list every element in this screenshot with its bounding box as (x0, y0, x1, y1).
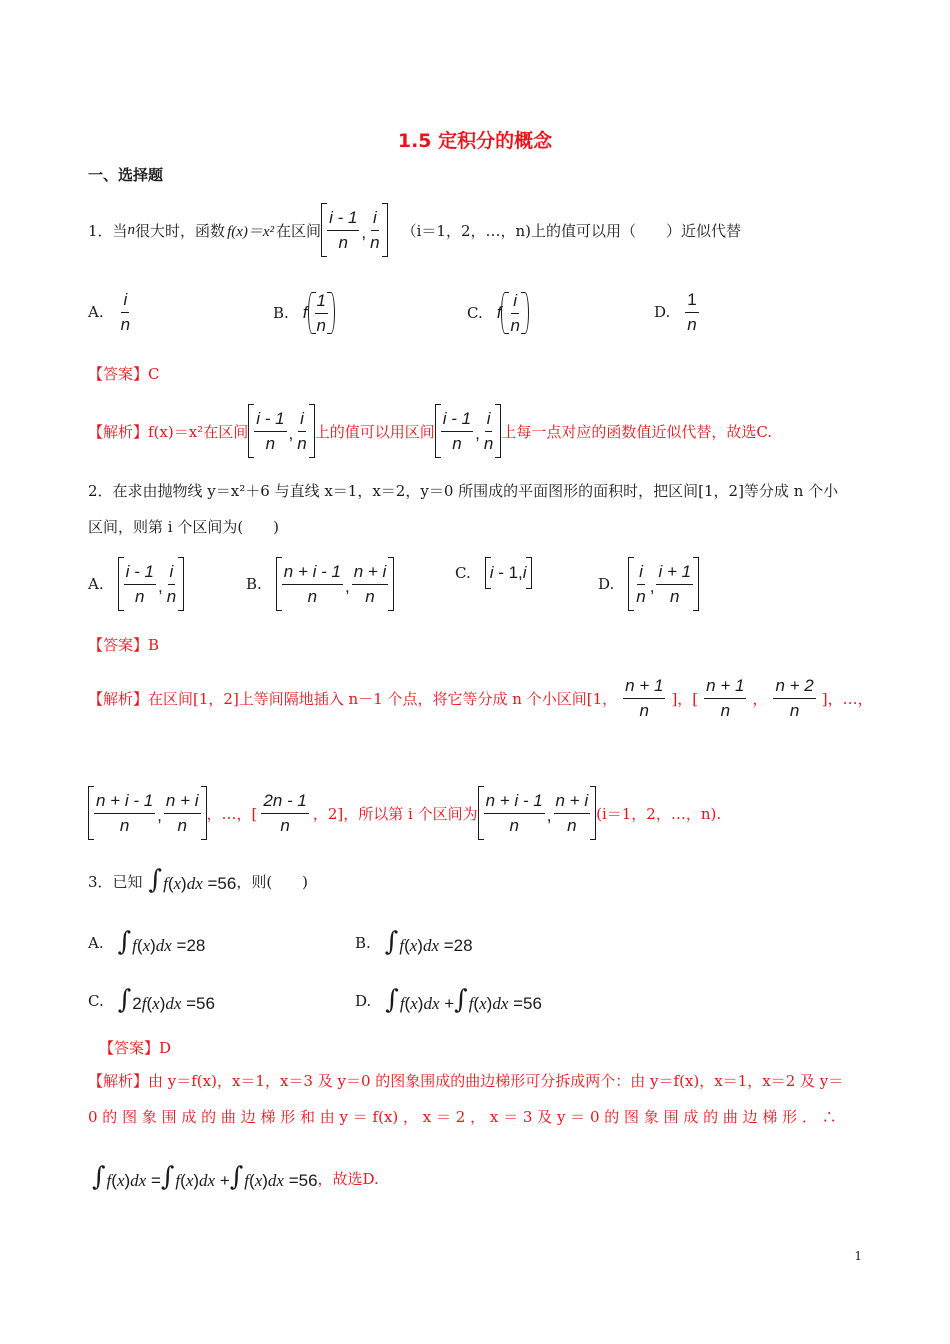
q2-option-a: A. $\frac{i - 1}{n}$ , $\frac{i}{n}$ (88, 557, 184, 611)
q3-analysis-line2: 0 的 图 象 围 成 的 曲 边 梯 形 和 由 y ＝ f(x) ， x ＝ 2 ， x ＝ 3 及 y ＝ 0 的 图 象 围 成 的 曲 边 梯 形 ． ∴ (88, 1108, 837, 1126)
page-number: 1 (854, 1249, 862, 1263)
q3-option-d: D. ∫f(x)dx +∫f(x)dx =56 (355, 985, 542, 1015)
page-title: 1.5 定积分的概念 (397, 130, 553, 152)
q1-interval: $\frac{i - 1}{n}$ , $\frac{i}{n}$ (321, 203, 388, 257)
q1-function: f(x)＝x² (227, 223, 275, 240)
q2-option-d: D. $\frac{i}{n}$ , $\frac{i + 1}{n}$ (598, 557, 699, 611)
q2-option-c: C. i - 1, i (455, 557, 532, 589)
q1-text-d: （i＝1，2，…，n)上的值可以用（ ）近似代替 (401, 221, 742, 240)
q3-option-a: A. ∫f(x)dx =28 (88, 927, 206, 957)
q1-option-d: D. $\frac{1}{n}$ (654, 290, 697, 334)
q1-option-b: B. f $\frac{1}{n}$ (273, 290, 335, 336)
q1-analysis: 【解析】f(x)＝x²在区间 $\frac{i - 1}{n}$ , $\frac{i}{n}$ 上的值可以用区间 $\frac{i - 1}{n}$ , $\frac{i}{n}$ 上每一点对应的函数值近似代替，故选C. (88, 404, 772, 458)
q1-text-n: n (127, 221, 136, 238)
q3-answer: 【答案】D (99, 1039, 172, 1057)
q2-stem-line1: 2．在求由抛物线 y＝x²＋6 与直线 x＝1，x＝2，y＝0 所围成的平面图形的面积时，把区间[1，2]等分成 n 个小 (88, 482, 839, 500)
question-1-stem (88, 203, 741, 257)
section-heading: 一、选择题 (88, 166, 164, 184)
q1-answer: 【答案】C (88, 365, 160, 383)
q2-analysis-line1: 【解析】在区间[1，2]上等间隔地插入 n－1 个点，将它等分成 n 个小区间[1， $\frac{n + 1}{n}$ ]，[ $\frac{n + 1}{n}$ ， $\frac{n + 2}{n}$ ]，…， (88, 676, 873, 720)
q3-analysis-line1: 【解析】由 y＝f(x)，x＝1，x＝3 及 y＝0 的图象围成的曲边梯形可分拆成两个：由 y＝f(x)，x＝1，x＝2 及 y＝ (88, 1072, 844, 1090)
q2-option-b: B. $\frac{n + i - 1}{n}$ , $\frac{n + i}{n}$ (246, 557, 394, 611)
q1-option-c: C. f $\frac{i}{n}$ (467, 290, 529, 336)
q1-text-c: 在区间 (276, 221, 322, 240)
q3-option-c: C. ∫2f(x)dx =56 (88, 985, 215, 1015)
q1-text-b: 很大时，函数 (135, 221, 226, 240)
q1-option-a: A. $\frac{i}{n}$ (88, 290, 131, 334)
q3-option-b: B. ∫f(x)dx =28 (355, 927, 473, 957)
q2-stem-line2: 区间，则第 i 个区间为( ) (88, 518, 280, 536)
q1-text-a: 1．当 (88, 221, 128, 240)
q3-stem: 3．已知 ∫f(x)dx =56 ，则( ) (88, 865, 309, 895)
q2-answer: 【答案】B (88, 636, 160, 654)
q2-analysis-line2: $\frac{n + i - 1}{n}$ , $\frac{n + i}{n}$ ，…，[ $\frac{2n - 1}{n}$ ，2]，所以第 i 个区间为 $\frac{n + i - 1}{n}$ , $\frac{n + i}{n}$ (i＝1，2，…，n). (88, 786, 721, 840)
q3-analysis-equation: ∫f(x)dx =∫f(x)dx +∫f(x)dx =56 ，故选D. (92, 1162, 379, 1192)
